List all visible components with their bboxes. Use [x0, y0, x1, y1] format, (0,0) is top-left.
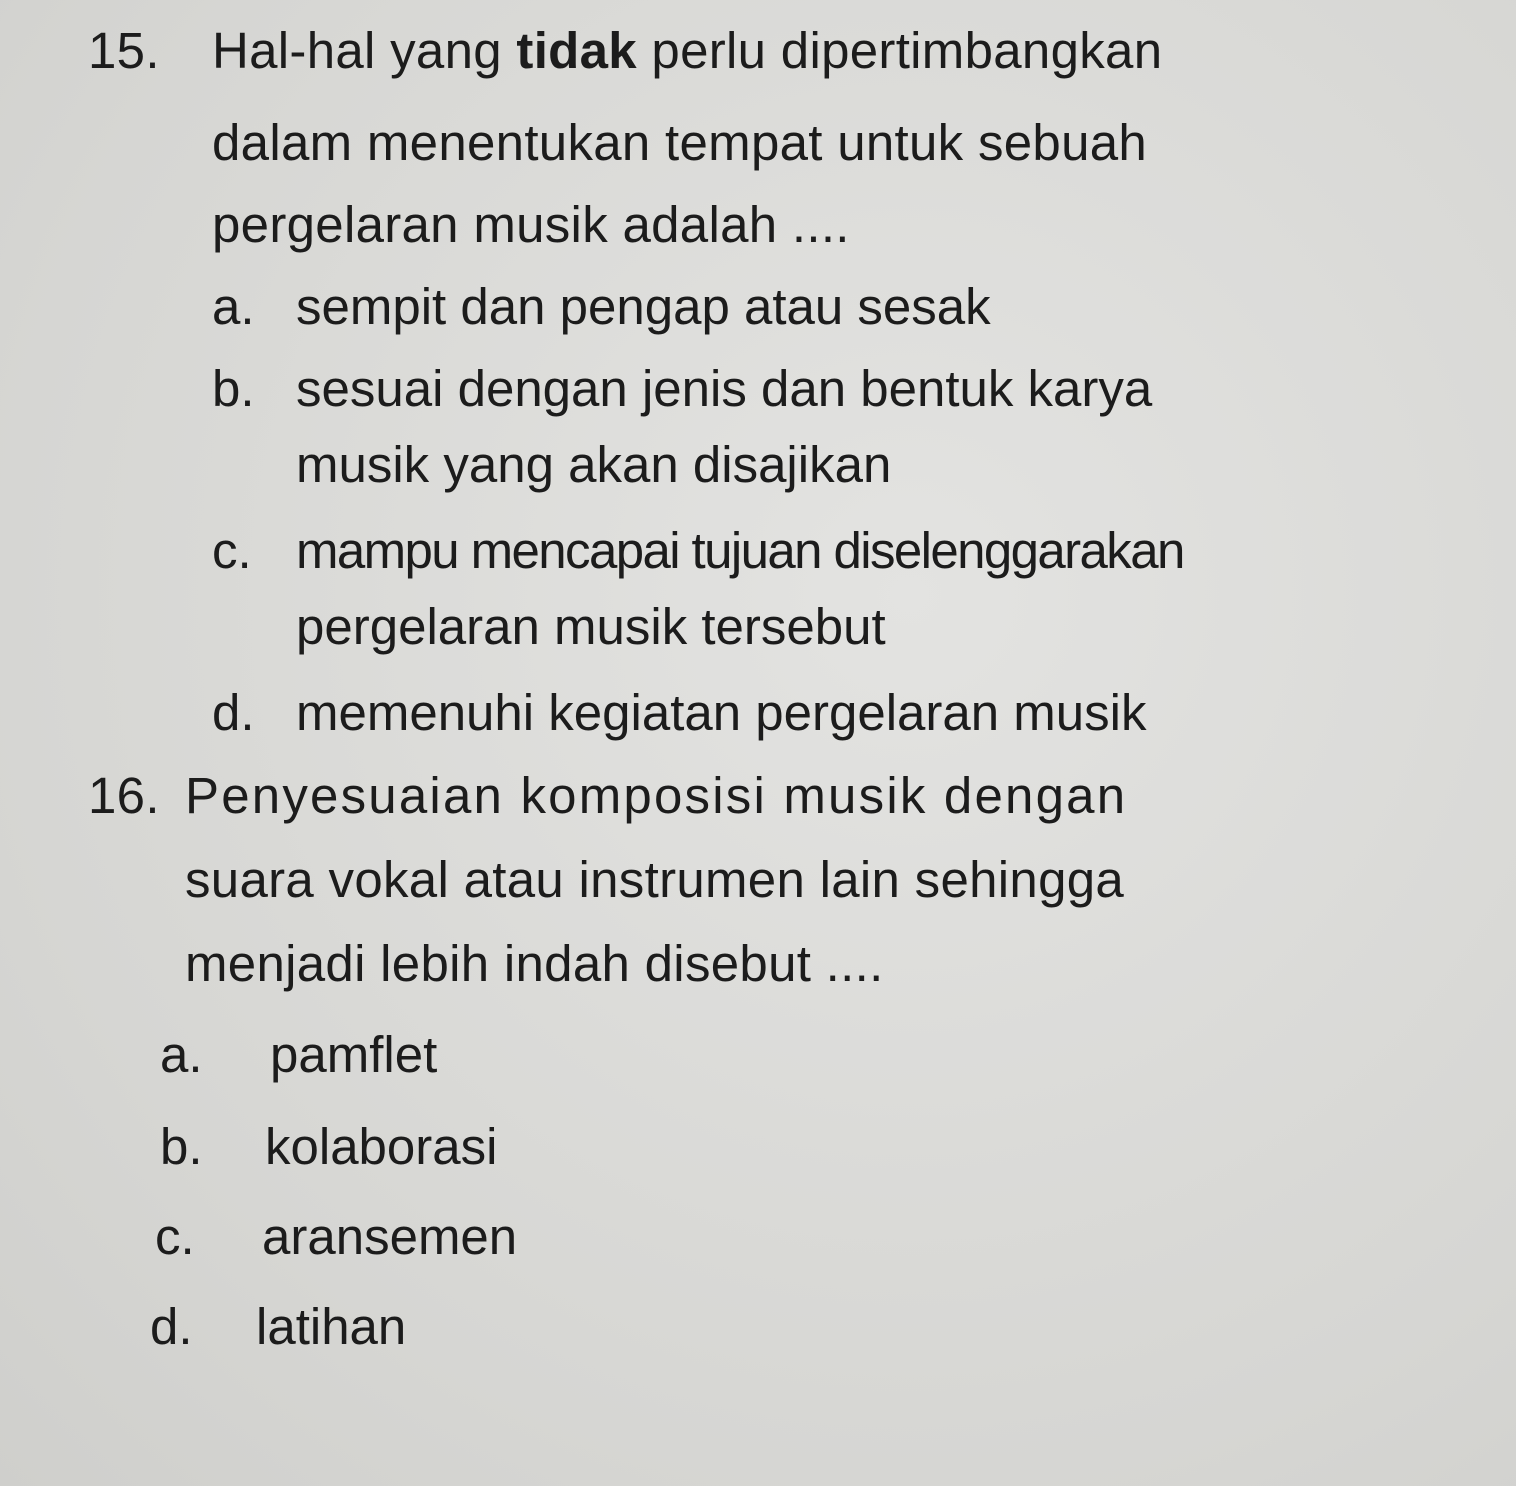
- option-letter: a.: [212, 278, 255, 335]
- option-text: pamflet: [270, 1026, 438, 1083]
- option-text: sesuai dengan jenis dan bentuk karya: [296, 360, 1153, 417]
- option-a[interactable]: [0, 1009, 1516, 1101]
- question-stem-text: Penyesuaian komposisi musik dengan: [185, 767, 1128, 824]
- question-stem-line: [0, 765, 1516, 827]
- option-letter: b.: [160, 1118, 203, 1175]
- option-letter: a.: [160, 1026, 203, 1083]
- option-text: sempit dan pengap atau sesak: [296, 278, 991, 335]
- option-text: pergelaran musik tersebut: [296, 598, 886, 655]
- option-letter: b.: [212, 360, 255, 417]
- question-number: 16.: [88, 767, 160, 824]
- question-stem-line: pergelaran musik adalah ....: [212, 196, 850, 253]
- option-c[interactable]: [0, 510, 1516, 588]
- question-stem-line: suara vokal atau instrumen lain sehingga: [185, 851, 1125, 908]
- answer-options: [0, 1009, 1516, 1371]
- question-number: 15.: [88, 22, 160, 79]
- option-b[interactable]: [0, 1101, 1516, 1191]
- option-c[interactable]: [0, 1191, 1516, 1281]
- option-b[interactable]: [0, 348, 1516, 426]
- question-stem-text: Hal-hal yang tidak perlu dipertimbangkan: [212, 22, 1163, 79]
- answer-options: [0, 266, 1516, 752]
- option-a[interactable]: [0, 266, 1516, 348]
- option-c-continuation: [0, 588, 1516, 672]
- question-15: [0, 20, 1516, 752]
- option-text: mampu mencapai tujuan diselenggarakan: [296, 522, 1184, 579]
- option-text: kolaborasi: [265, 1118, 498, 1175]
- question-stem-line: menjadi lebih indah disebut ....: [185, 935, 884, 992]
- option-letter: c.: [212, 522, 252, 579]
- option-b-continuation: [0, 426, 1516, 510]
- option-letter: d.: [212, 684, 255, 741]
- option-text: latihan: [256, 1298, 407, 1355]
- emphasis-word: tidak: [516, 22, 637, 79]
- question-16: [0, 765, 1516, 1371]
- option-text: musik yang akan disajikan: [296, 436, 892, 493]
- option-text: memenuhi kegiatan pergelaran musik: [296, 684, 1147, 741]
- option-d[interactable]: [0, 672, 1516, 752]
- question-stem-line: dalam menentukan tempat untuk sebuah: [212, 114, 1148, 171]
- option-d[interactable]: [0, 1281, 1516, 1371]
- question-stem-line: [0, 20, 1516, 84]
- option-letter: c.: [155, 1208, 195, 1265]
- option-letter: d.: [150, 1298, 193, 1355]
- option-text: aransemen: [262, 1208, 518, 1265]
